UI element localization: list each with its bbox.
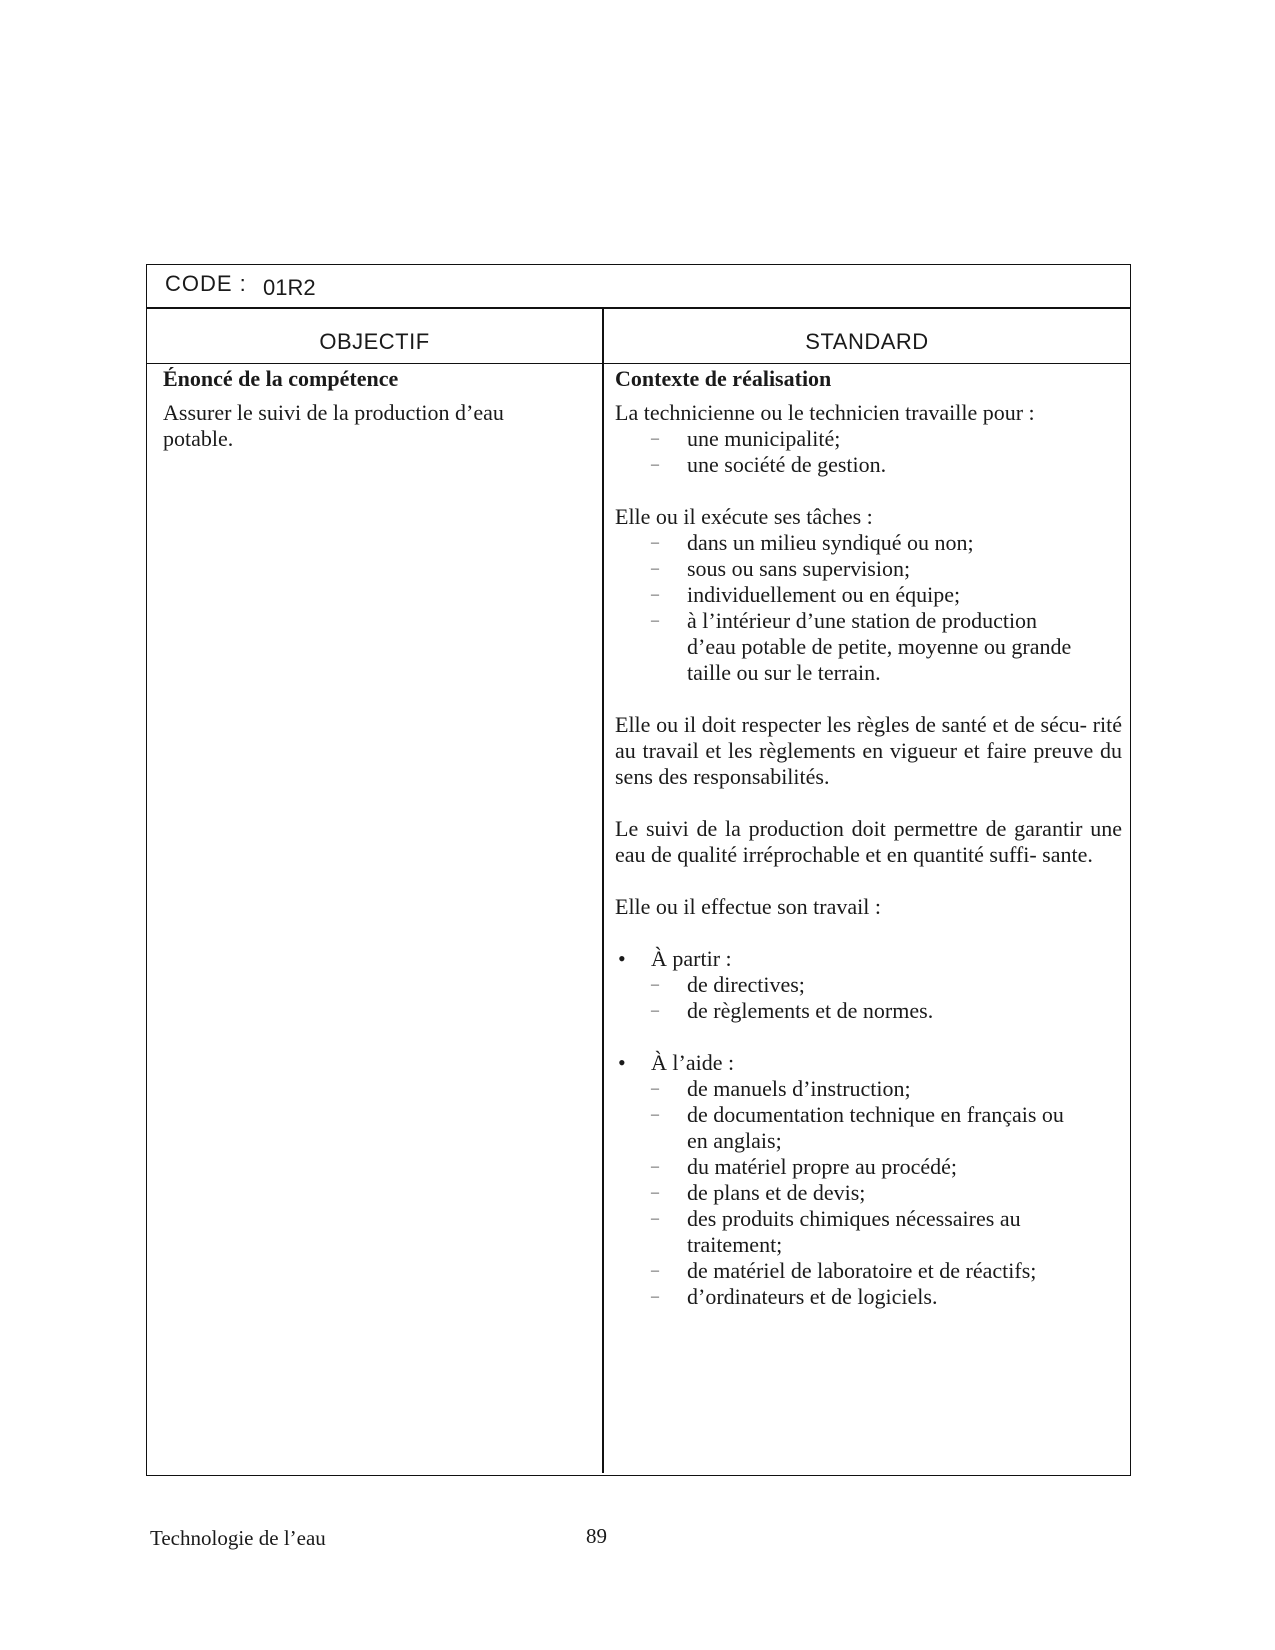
code-value: 01R2	[263, 275, 316, 300]
dash-icon: –	[651, 1158, 659, 1175]
tasks-intro: Elle ou il exécute ses tâches :	[615, 504, 873, 529]
list-item	[615, 1206, 1122, 1258]
dash-icon: –	[651, 1080, 659, 1097]
list-item	[615, 1258, 1122, 1284]
list-item-text: du matériel propre au procédé;	[687, 1154, 957, 1179]
standard-header: STANDARD	[805, 329, 929, 354]
bullet-a-partir	[615, 946, 1122, 972]
list-item-text: taille ou sur le terrain.	[687, 660, 881, 685]
list-item	[615, 972, 1122, 998]
objectif-line: Assurer le suivi de la production d’eau	[163, 400, 504, 425]
safety-paragraph: Elle ou il doit respecter les règles de santé et de sécu- rité au travail et les règlements en vigueur et faire preuve du sens des responsabilités.	[615, 712, 1122, 789]
list-item-text: traitement;	[687, 1232, 783, 1257]
list-item	[615, 582, 1122, 608]
objectif-column	[163, 366, 583, 452]
objectif-header: OBJECTIF	[319, 329, 430, 354]
list-item	[615, 1076, 1122, 1102]
list-item-text: dans un milieu syndiqué ou non;	[687, 530, 974, 555]
list-item-text: une municipalité;	[687, 426, 841, 451]
list-item-text: d’eau potable de petite, moyenne ou grande	[687, 634, 1072, 659]
list-item-text: sous ou sans supervision;	[687, 556, 911, 581]
bullet-icon: •	[618, 1050, 626, 1075]
list-item-text: de matériel de laboratoire et de réactifs;	[687, 1258, 1037, 1283]
bullet-label: À l’aide :	[651, 1050, 735, 1075]
work-intro: Elle ou il effectue son travail :	[615, 894, 881, 919]
list-item-text: d’ordinateurs et de logiciels.	[687, 1284, 938, 1309]
dash-icon: –	[651, 1262, 659, 1279]
footer-title: Technologie de l’eau	[150, 1526, 326, 1550]
list-item-text: de directives;	[687, 972, 805, 997]
list-item	[615, 426, 1122, 452]
competency-table	[146, 264, 1131, 1476]
dash-icon: –	[651, 586, 659, 603]
objectif-title: Énoncé de la compétence	[163, 366, 399, 391]
dash-icon: –	[651, 456, 659, 473]
bullet-icon: •	[618, 946, 626, 971]
dash-icon: –	[651, 430, 659, 447]
dash-icon: –	[651, 1288, 659, 1305]
list-item-text: individuellement ou en équipe;	[687, 582, 961, 607]
list-item	[615, 452, 1122, 478]
objectif-line: potable.	[163, 426, 234, 451]
header-row	[147, 309, 1130, 364]
list-item-text: en anglais;	[687, 1128, 782, 1153]
list-item	[615, 1284, 1122, 1310]
dash-icon: –	[651, 1184, 659, 1201]
list-item	[615, 998, 1122, 1024]
dash-icon: –	[651, 560, 659, 577]
column-divider	[602, 307, 604, 1473]
list-item-text: de règlements et de normes.	[687, 998, 934, 1023]
list-item	[615, 608, 1122, 686]
list-item	[615, 1102, 1122, 1154]
list-item	[615, 556, 1122, 582]
list-item	[615, 1180, 1122, 1206]
a-partir-list	[615, 972, 1122, 1024]
dash-icon: –	[651, 1106, 659, 1123]
dash-icon: –	[651, 1210, 659, 1227]
code-row	[147, 265, 1130, 309]
list-item-text: de plans et de devis;	[687, 1180, 866, 1205]
bullet-label: À partir :	[651, 946, 732, 971]
dash-icon: –	[651, 976, 659, 993]
a-l-aide-list	[615, 1076, 1122, 1310]
list-item	[615, 530, 1122, 556]
dash-icon: –	[651, 534, 659, 551]
code-label: CODE :	[165, 271, 247, 296]
standard-title: Contexte de réalisation	[615, 366, 832, 391]
quality-paragraph: Le suivi de la production doit permettre de garantir une eau de qualité irréprochable et en quantité suffi- sante.	[615, 816, 1122, 867]
employer-intro: La technicienne ou le technicien travaille pour :	[615, 400, 1035, 425]
standard-column	[615, 366, 1122, 1310]
list-item-text: de documentation technique en français ou	[687, 1102, 1064, 1127]
bullet-a-l-aide	[615, 1050, 1122, 1076]
employer-list	[615, 426, 1122, 478]
dash-icon: –	[651, 612, 659, 629]
page-number: 89	[586, 1524, 607, 1548]
list-item	[615, 1154, 1122, 1180]
task-list	[615, 530, 1122, 686]
dash-icon: –	[651, 1002, 659, 1019]
list-item-text: une société de gestion.	[687, 452, 887, 477]
list-item-text: de manuels d’instruction;	[687, 1076, 911, 1101]
list-item-text: des produits chimiques nécessaires au	[687, 1206, 1021, 1231]
list-item-text: à l’intérieur d’une station de production	[687, 608, 1038, 633]
